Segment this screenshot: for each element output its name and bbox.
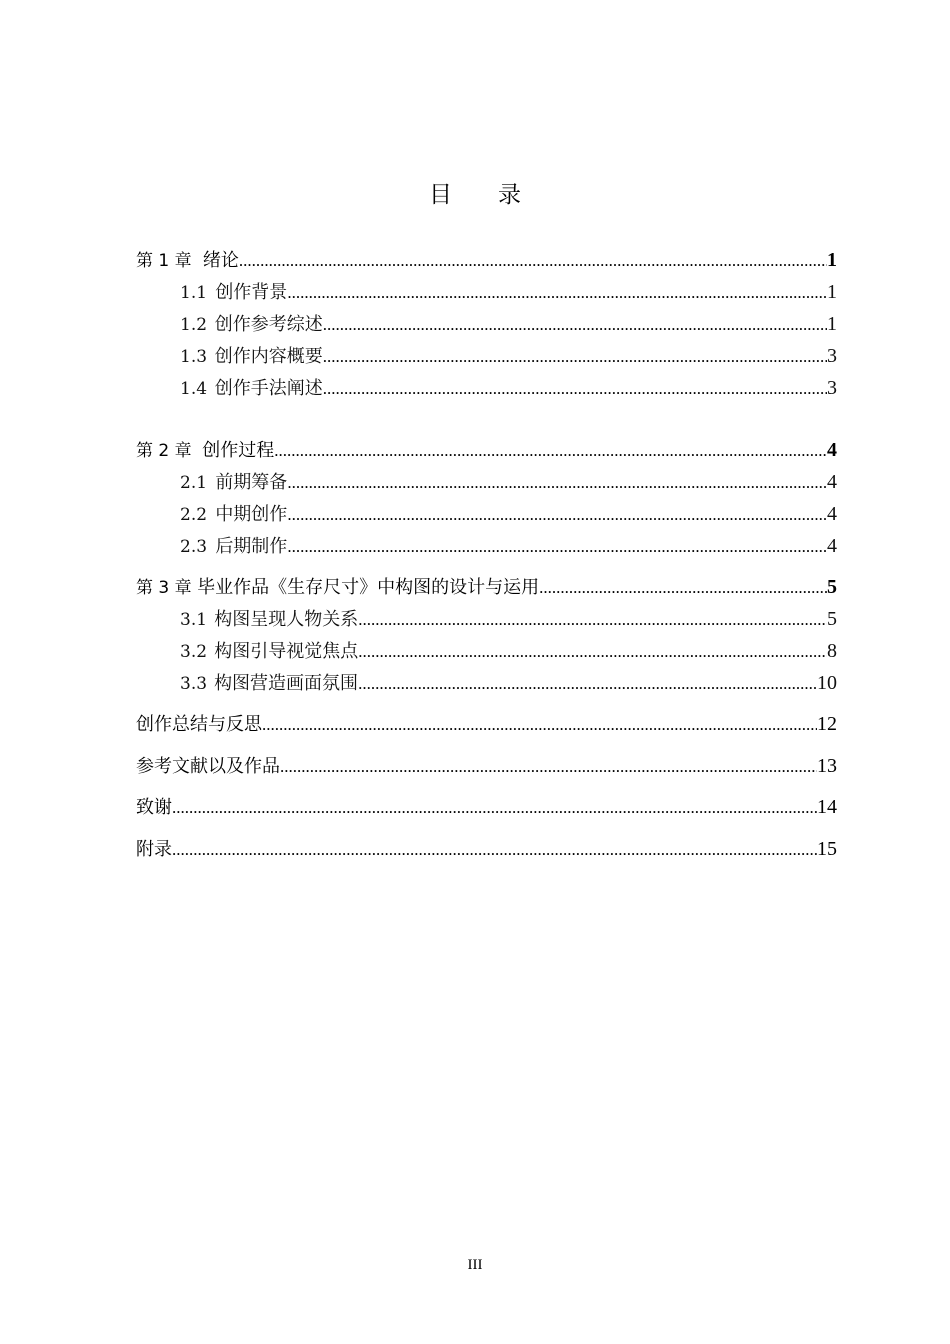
toc-title-part1: 目: [429, 182, 452, 208]
toc-entry-page: 15: [817, 838, 837, 860]
toc-dot-leader: [287, 502, 827, 528]
toc-entry[interactable]: [180, 606, 837, 632]
toc-entry[interactable]: [180, 638, 837, 664]
toc-entry[interactable]: [180, 501, 837, 527]
toc-title-part2: 录: [498, 182, 521, 208]
toc-entry-page: 1: [827, 249, 837, 271]
toc-entry-number: 1.4: [180, 379, 208, 399]
toc-entry-label: 创作总结与反思: [136, 714, 262, 735]
toc-entry-number: 1.3: [180, 347, 208, 367]
toc-entry-label: 致谢: [136, 797, 172, 818]
toc-dot-leader: [172, 795, 817, 821]
toc-entry-page: 3: [827, 345, 837, 367]
toc-entry-number: 1.2: [180, 315, 208, 335]
toc-dot-leader: [287, 534, 827, 560]
toc-entry-page: 12: [817, 713, 837, 735]
toc-entry[interactable]: [180, 279, 837, 305]
toc-entry-number: 1.1: [180, 283, 208, 303]
toc-dot-leader: [358, 671, 817, 697]
toc-entry-page: 4: [827, 439, 837, 461]
toc-entry[interactable]: [136, 836, 837, 862]
toc-dot-leader: [287, 470, 827, 496]
toc-entry-label: 构图引导视觉焦点: [214, 641, 359, 662]
toc-entry-label: 构图呈现人物关系: [214, 609, 359, 630]
toc-dot-leader: [262, 712, 817, 738]
toc-entry-number: 2.3: [180, 537, 208, 557]
toc-entry-page: 4: [827, 535, 837, 557]
toc-entry[interactable]: [136, 794, 837, 820]
toc-entry[interactable]: [180, 533, 837, 559]
toc-entry[interactable]: [136, 753, 837, 779]
toc-entry[interactable]: [136, 711, 837, 737]
toc-entry-number: 2.2: [180, 505, 208, 525]
toc-entry-number: 第 1 章: [136, 251, 192, 271]
toc-entry-page: 4: [827, 471, 837, 493]
toc-entry-page: 3: [827, 377, 837, 399]
toc-dot-leader: [323, 312, 827, 338]
toc-entry-label: 中期创作: [215, 504, 288, 525]
toc-entry[interactable]: [180, 670, 837, 696]
toc-dot-leader: [358, 639, 827, 665]
toc-dot-leader: [274, 438, 827, 464]
toc-entry-label: 绪论: [202, 250, 239, 271]
toc-entry[interactable]: [180, 375, 837, 401]
toc-dot-leader: [280, 754, 817, 780]
toc-entry-number: 3.3: [180, 674, 208, 694]
toc-entry-label: 构图营造画面氛围: [214, 673, 359, 694]
toc-entry-page: 5: [827, 608, 837, 630]
toc-dot-leader: [323, 376, 827, 402]
toc-entry[interactable]: [136, 437, 837, 463]
toc-entry-number: 第 3 章: [136, 578, 192, 598]
toc-title: [0, 176, 950, 209]
toc-entry-number: 第 2 章: [136, 441, 192, 461]
toc-dot-leader: [539, 575, 827, 601]
toc-entry-label: 创作参考综述: [214, 314, 323, 335]
toc-entry-number: 3.1: [180, 610, 208, 630]
toc-entry-label: 创作手法阐述: [214, 378, 323, 399]
toc-entry-page: 5: [827, 576, 837, 598]
toc-dot-leader: [239, 248, 827, 274]
toc-entry-label: 毕业作品《生存尺寸》中构图的设计与运用: [197, 577, 540, 598]
toc-entry-label: 后期制作: [215, 536, 288, 557]
toc-entry-label: 创作内容概要: [214, 346, 323, 367]
toc-dot-leader: [287, 280, 827, 306]
toc-dot-leader: [323, 344, 827, 370]
toc-entry[interactable]: [180, 469, 837, 495]
toc-entry[interactable]: [136, 247, 837, 273]
toc-entry[interactable]: [136, 574, 837, 600]
toc-entry-page: 8: [827, 640, 837, 662]
toc-entry-label: 参考文献以及作品: [136, 756, 280, 777]
toc-entry-page: 14: [817, 796, 837, 818]
toc-entry-page: 4: [827, 503, 837, 525]
toc-entry[interactable]: [180, 343, 837, 369]
toc-entry-label: 前期筹备: [215, 472, 288, 493]
toc-dot-leader: [358, 607, 827, 633]
toc-entry-number: 3.2: [180, 642, 208, 662]
toc-entry-label: 附录: [136, 839, 172, 860]
toc-entry-label: 创作过程: [202, 440, 275, 461]
toc-entry-page: 1: [827, 313, 837, 335]
toc-entry-number: 2.1: [180, 473, 208, 493]
toc-entry[interactable]: [180, 311, 837, 337]
toc-dot-leader: [172, 837, 817, 863]
toc-entry-label: 创作背景: [215, 282, 288, 303]
toc-entry-page: 10: [817, 672, 837, 694]
page-number-footer: III: [467, 1257, 483, 1273]
toc-entry-page: 1: [827, 281, 837, 303]
toc-entry-page: 13: [817, 755, 837, 777]
